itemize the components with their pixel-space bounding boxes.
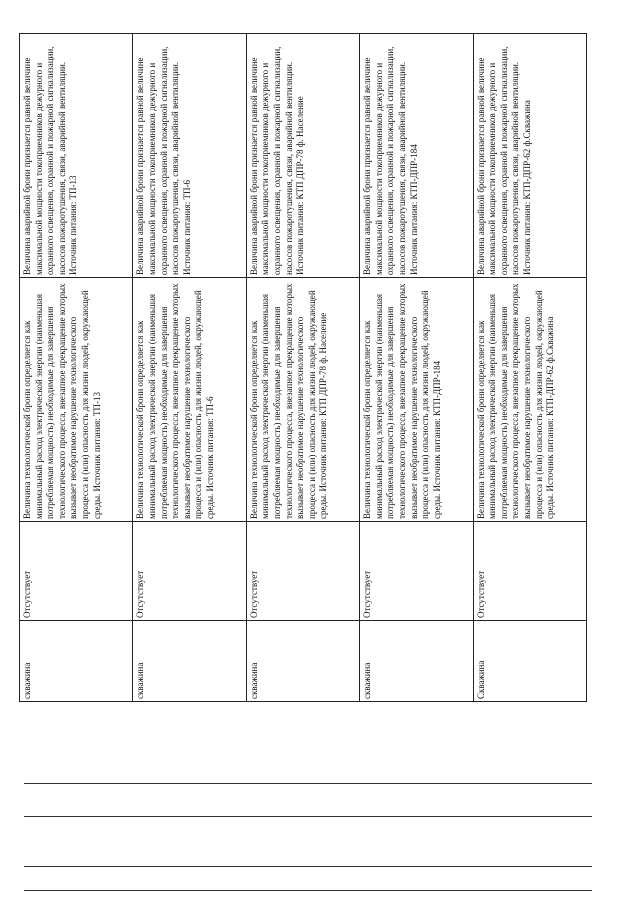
horizontal-rule	[24, 816, 592, 817]
horizontal-rule	[24, 783, 592, 784]
object-type-cell	[473, 621, 586, 702]
emergency-reserve-cell	[20, 34, 133, 278]
status-cell	[360, 522, 473, 621]
object-type-cell	[360, 621, 473, 702]
object-type-text: скважина	[22, 662, 32, 699]
power-reserve-table	[19, 33, 587, 702]
emergency-reserve-cell	[473, 34, 586, 278]
table-row	[473, 34, 586, 702]
technological-reserve-cell	[20, 278, 133, 522]
status-text: Отсутствует	[362, 570, 373, 618]
status-cell	[246, 522, 359, 621]
table-row	[20, 34, 133, 702]
object-type-cell	[246, 621, 359, 702]
status-cell	[473, 522, 586, 621]
object-type-text: скважина	[248, 662, 259, 699]
status-cell	[133, 522, 246, 621]
emergency-reserve-text: Величина аварийной брони признается равной величине максимальной мощности токоприемников дежурного и охранного освещения, охранной и пожарной сигнализации, насосов пожаротушения, связи, аварийной вентиляции. Источник питания: ТП-6	[135, 46, 192, 275]
rotated-table-frame	[19, 34, 587, 702]
horizontal-rule	[24, 866, 592, 867]
technological-reserve-text: Величина технологической брони определяется как минимальный расход электрической энергии (наименьшая потребляемая мощность) необходимые для завершения технологического процесса, внезапное прекращение которых вызывает необратимое нарушение технологического процесса и (или) опасность для жизни людей, окружающей среды. Источник питания: ТП-13	[22, 283, 102, 519]
technological-reserve-cell	[133, 278, 246, 522]
technological-reserve-text: Величина технологической брони определяется как минимальный расход электрической энергии (наименьшая потребляемая мощность) необходимые для завершения технологического процесса, внезапное прекращение которых вызывает необратимое нарушение технологического процесса и (или) опасность для жизни людей, окружающей среды. Источник питания: ТП-6	[135, 283, 215, 519]
emergency-reserve-cell	[246, 34, 359, 278]
object-type-text: скважина	[362, 662, 373, 699]
object-type-text: Скважина	[475, 660, 486, 699]
status-text: Отсутствует	[475, 570, 486, 618]
table-row	[133, 34, 246, 702]
table-row	[246, 34, 359, 702]
status-cell	[20, 522, 133, 621]
emergency-reserve-text: Величина аварийной брони признается равной величине максимальной мощности токоприемников дежурного и охранного освещения, охранной и пожарной сигнализации, насосов пожаротушения, связи, аварийной вентиляции. Источник питания: КТП-ДПР-184	[362, 46, 419, 275]
emergency-reserve-text: Величина аварийной брони признается равной величине максимальной мощности токоприемников дежурного и охранного освещения, охранной и пожарной сигнализации, насосов пожаротушения, связи, аварийной вентиляции. Источник питания: КТП-ДПР-62 ф.Скважина	[475, 46, 532, 275]
technological-reserve-cell	[360, 278, 473, 522]
table-row	[360, 34, 473, 702]
rotated-page	[19, 34, 587, 702]
status-text: Отсутствует	[248, 570, 259, 618]
technological-reserve-cell	[473, 278, 586, 522]
technological-reserve-text: Величина технологической брони определяется как минимальный расход электрической энергии (наименьшая потребляемая мощность) необходимые для завершения технологического процесса, внезапное прекращение которых вызывает необратимое нарушение технологического процесса и (или) опасность для жизни людей, окружающей среды. Источник питания: КТП ДПР-78 ф. Население	[248, 283, 329, 519]
status-text: Отсутствует	[135, 570, 146, 618]
object-type-text: скважина	[135, 662, 146, 699]
emergency-reserve-cell	[133, 34, 246, 278]
technological-reserve-text: Величина технологической брони определяется как минимальный расход электрической энергии (наименьшая потребляемая мощность) необходимые для завершения технологического процесса, внезапное прекращение которых вызывает необратимое нарушение технологического процесса и (или) опасность для жизни людей, окружающей среды. Источник питания: КТП-ДПР-184	[362, 283, 442, 519]
object-type-cell	[20, 621, 133, 702]
technological-reserve-text: Величина технологической брони определяется как минимальный расход электрической энергии (наименьшая потребляемая мощность) необходимые для завершения технологического процесса, внезапное прекращение которых вызывает необратимое нарушение технологического процесса и (или) опасность для жизни людей, окружающей среды. Источник питания: КТП-ДПР-62 ф.Скважина	[475, 283, 556, 519]
emergency-reserve-cell	[360, 34, 473, 278]
emergency-reserve-text: Величина аварийной брони признается равной величине максимальной мощности токоприемников дежурного и охранного освещения, охранной и пожарной сигнализации, насосов пожаротушения, связи, аварийной вентиляции. Источник питания: КТП ДПР-78 ф. Население	[248, 46, 306, 275]
status-text: Отсутствует	[22, 570, 32, 618]
object-type-cell	[133, 621, 246, 702]
emergency-reserve-text: Величина аварийной брони признается равной величине максимальной мощности токоприемников дежурного и охранного освещения, охранной и пожарной сигнализации, насосов пожаротушения, связи, аварийной вентиляции. Источник питания: ТП-13	[22, 46, 79, 275]
technological-reserve-cell	[246, 278, 359, 522]
horizontal-rule	[24, 890, 592, 891]
